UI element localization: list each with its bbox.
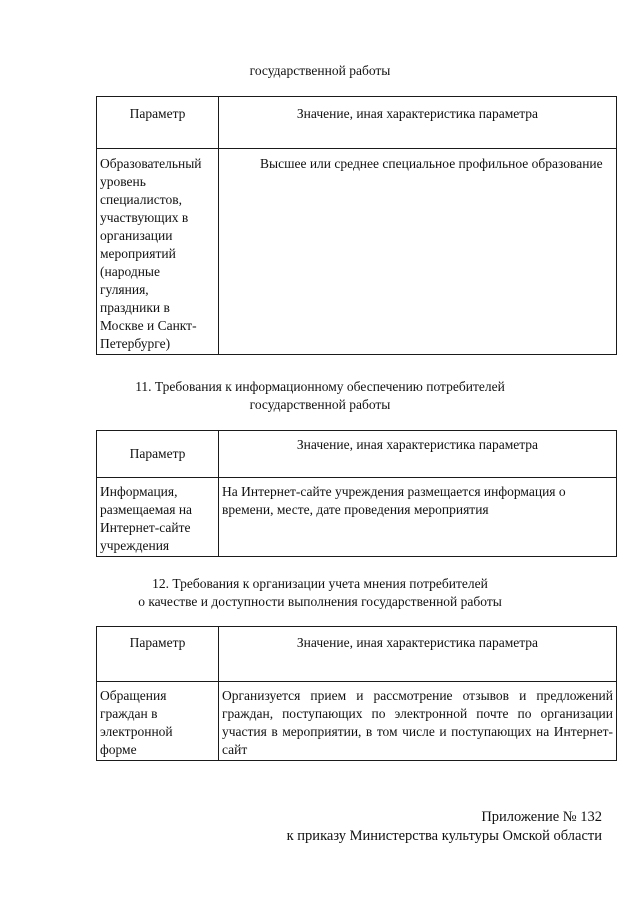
table-header-row <box>97 431 617 478</box>
value-cell: На Интернет-сайте учреждения размещается информация о времени, месте, дате проведения мероприятия <box>219 478 617 557</box>
table-row <box>97 149 617 355</box>
appendix-note <box>287 808 602 846</box>
param-line: размещаемая на <box>100 502 193 517</box>
param-line: граждан в <box>100 706 158 721</box>
section-11-line-2: государственной работы <box>249 397 391 412</box>
param-line: гуляния, <box>100 282 149 297</box>
param-line: праздники в <box>100 300 170 315</box>
table-row <box>97 478 617 557</box>
appendix-order-reference: к приказу Министерства культуры Омской области <box>286 828 602 844</box>
table-header-row <box>97 97 617 149</box>
top-heading <box>0 62 640 80</box>
param-cell <box>97 149 219 355</box>
section-12-line-1: 12. Требования к организации учета мнения потребителей <box>152 576 488 591</box>
section-12-line-2: о качестве и доступности выполнения государственной работы <box>138 594 502 609</box>
param-line: Обращения <box>100 688 167 703</box>
param-line: уровень <box>100 174 146 189</box>
top-heading-text: государственной работы <box>249 63 391 78</box>
value-header-cell: Значение, иная характеристика параметра <box>219 627 617 682</box>
param-line: мероприятий <box>100 246 176 261</box>
value-cell: Высшее или среднее специальное профильное образование <box>219 149 617 355</box>
param-line: учреждения <box>100 538 170 553</box>
table-header-row <box>97 627 617 682</box>
education-level-table <box>96 96 617 355</box>
param-header-cell: Параметр <box>97 431 219 478</box>
param-header-cell: Параметр <box>97 627 219 682</box>
value-header-cell: Значение, иная характеристика параметра <box>219 431 617 478</box>
param-line: Интернет-сайте <box>100 520 191 535</box>
value-cell: Организуется прием и рассмотрение отзывов и предложений граждан, поступающих по электронной почте по организации участия в мероприятии, в том числе и поступающих на Интернет-сайт <box>219 682 617 761</box>
param-line: форме <box>100 742 137 757</box>
param-line: электронной <box>100 724 173 739</box>
feedback-table <box>96 626 617 761</box>
param-line: Информация, <box>100 484 178 499</box>
value-header-cell: Значение, иная характеристика параметра <box>219 97 617 149</box>
section-12-heading <box>0 575 640 611</box>
param-line: участвующих в <box>100 210 189 225</box>
information-table <box>96 430 617 557</box>
table-row <box>97 682 617 761</box>
param-cell <box>97 478 219 557</box>
param-line: (народные <box>100 264 160 279</box>
param-line: организации <box>100 228 173 243</box>
param-line: Москве и Санкт- <box>100 318 197 333</box>
param-header-cell: Параметр <box>97 97 219 149</box>
section-11-heading <box>0 378 640 414</box>
appendix-number: Приложение № 132 <box>481 809 602 825</box>
section-11-line-1: 11. Требования к информационному обеспечению потребителей <box>135 379 505 394</box>
param-line: Петербурге) <box>100 336 171 351</box>
param-line: Образовательный <box>100 156 202 171</box>
param-line: специалистов, <box>100 192 182 207</box>
param-cell <box>97 682 219 761</box>
